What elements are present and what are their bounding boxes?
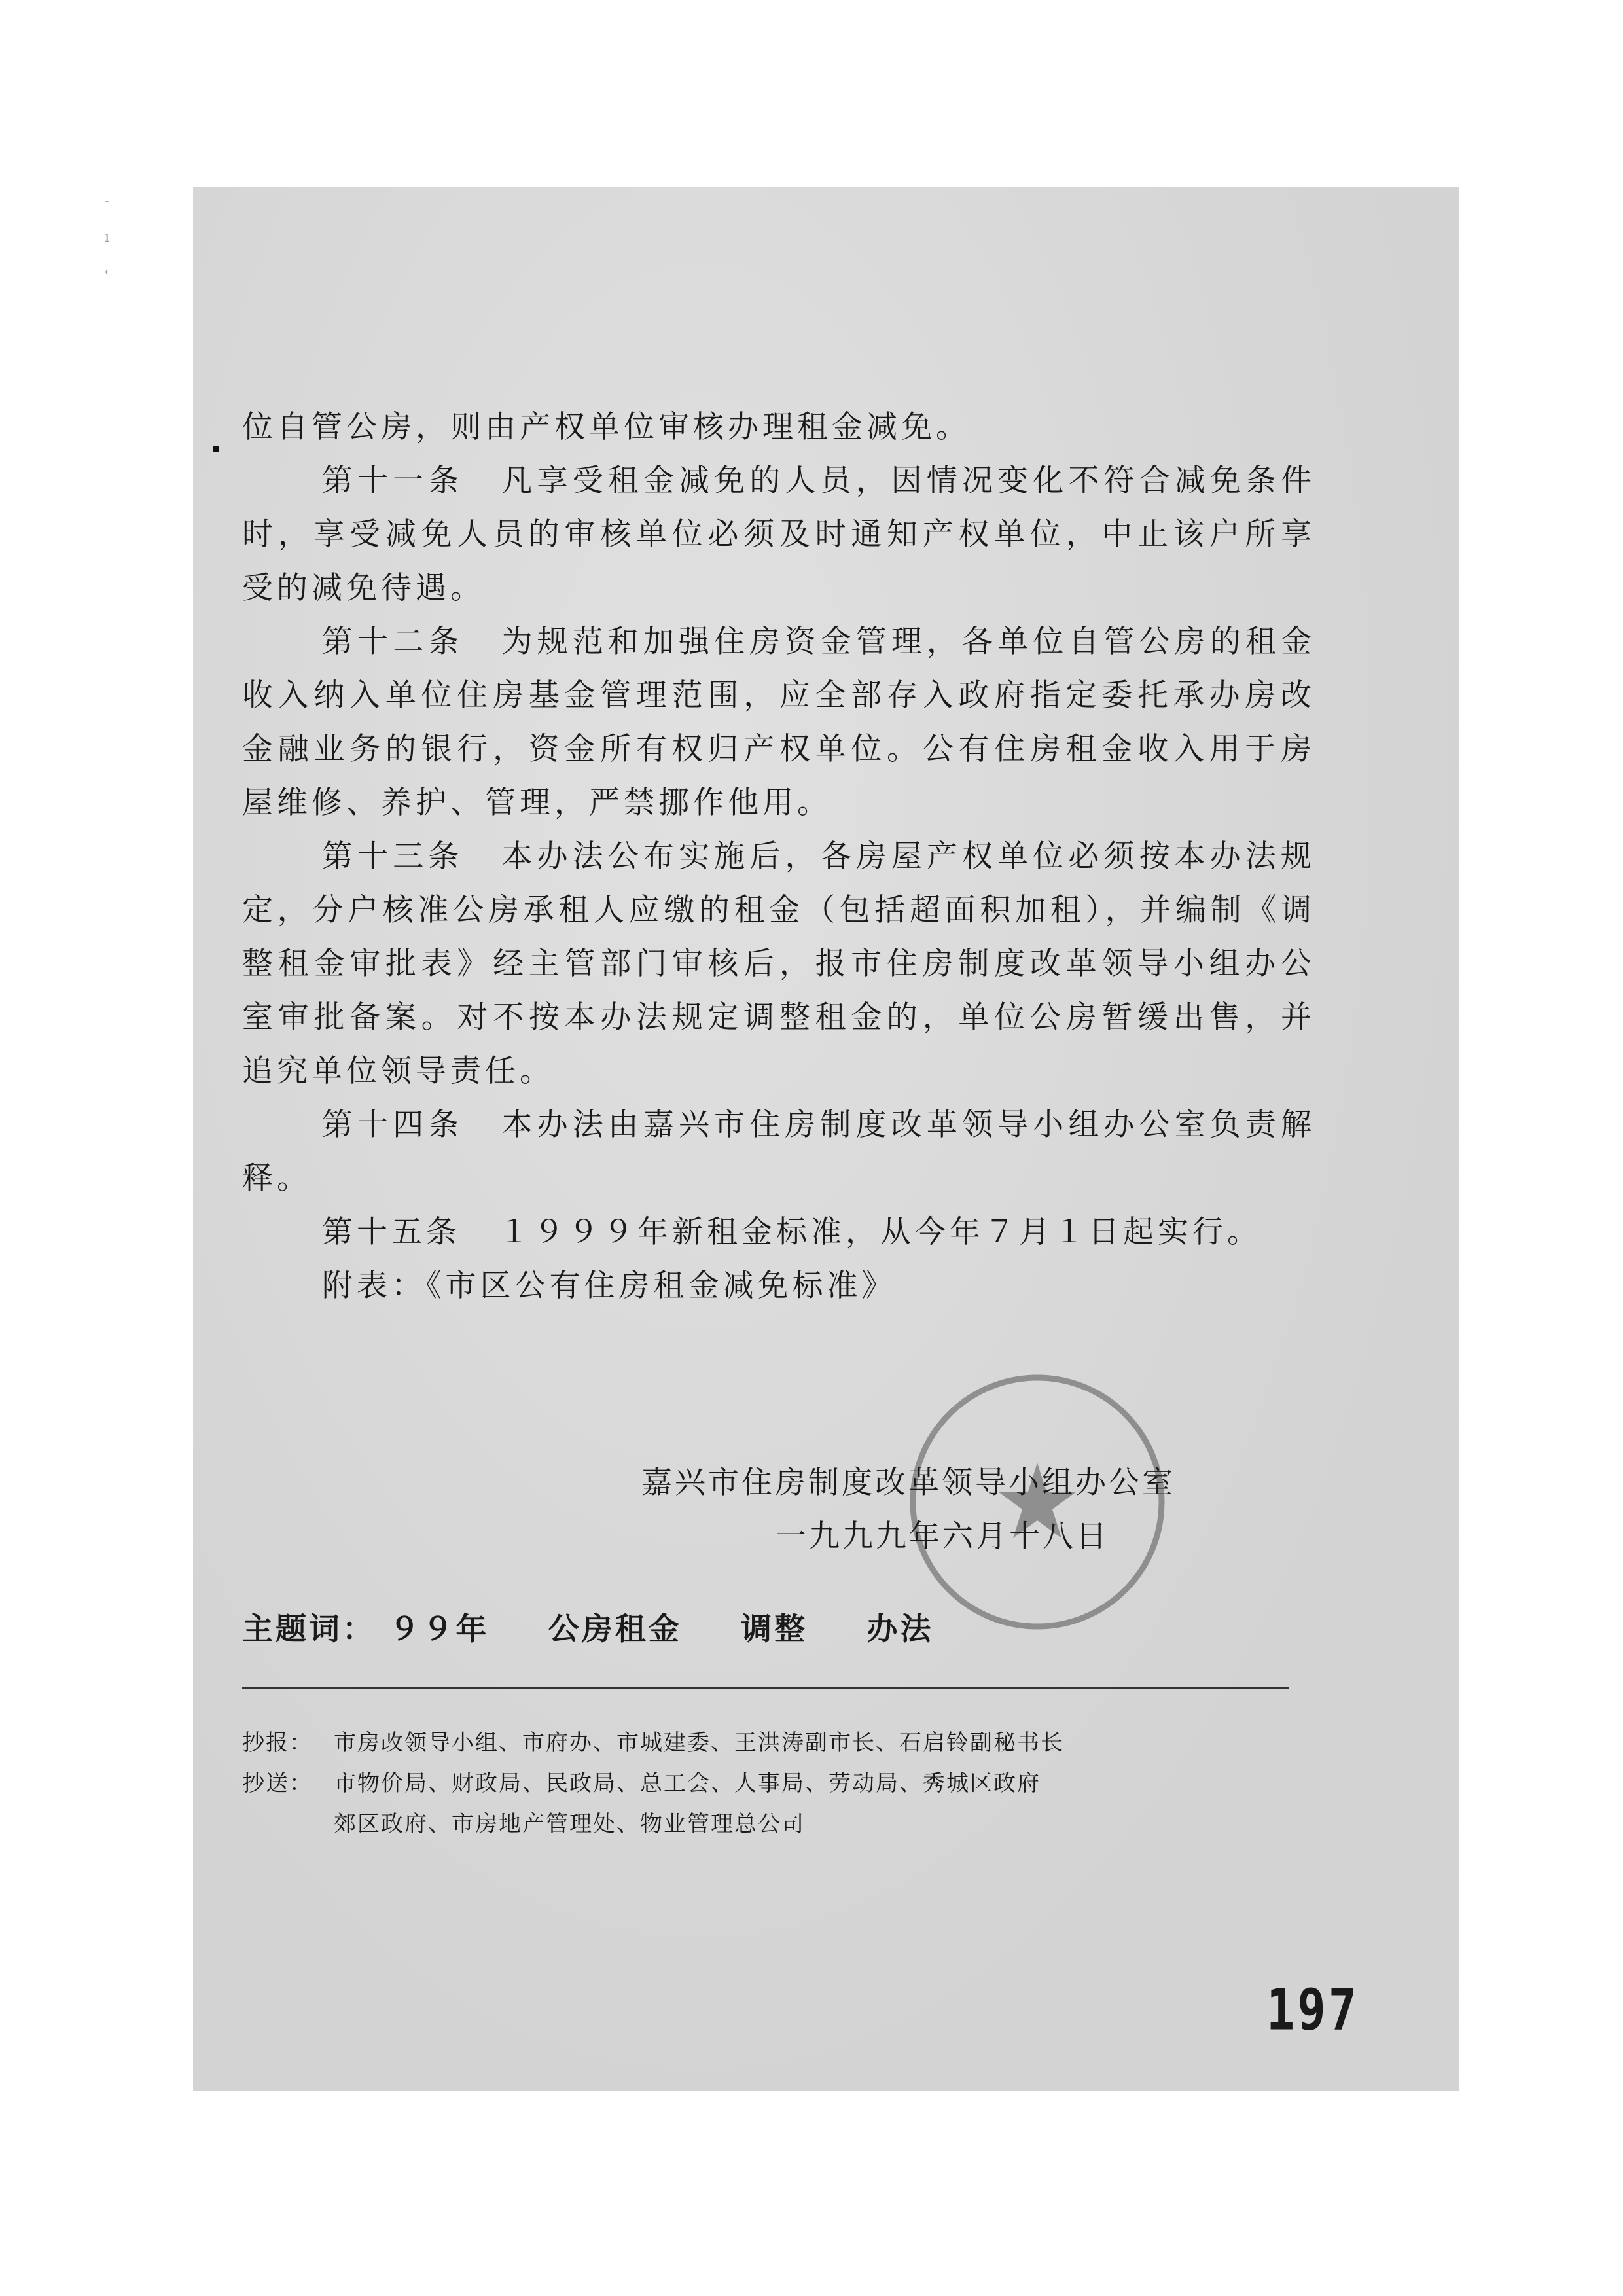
article-text: 本办法由嘉兴市住房制度改革领导小组办公室负责解释。 — [242, 1107, 1316, 1196]
article-paragraph — [242, 454, 1315, 615]
keywords-label: 主题词： — [242, 1611, 376, 1647]
article-text: 凡享受租金减免的人员，因情况变化不符合减免条件时，享受减免人员的审核单位必须及时通知产权单位，中止该户所享受的减免待遇。 — [242, 463, 1316, 606]
paragraph — [242, 401, 1315, 454]
paragraph-text: 位自管公房，则由产权单位审核办理租金减免。 — [242, 409, 971, 445]
keyword: 公房租金 — [548, 1611, 682, 1647]
send-recipients-continued: 郊区政府、市房地产管理处、物业管理总公司 — [334, 1811, 805, 1837]
article-number: 第十二条 — [322, 624, 464, 660]
issuing-organization: 嘉兴市住房制度改革领导小组办公室 — [641, 1465, 1175, 1501]
page-number: 197 — [1266, 1977, 1360, 2043]
cc-line — [242, 1723, 1064, 1763]
signoff-block — [641, 1456, 1175, 1564]
keyword: ９９年 — [389, 1611, 490, 1647]
margin-marks: - ı ˓ — [105, 193, 110, 281]
keyword: 调整 — [741, 1611, 808, 1647]
article-paragraph — [242, 1098, 1315, 1206]
article-text: 本办法公布实施后，各房屋产权单位必须按本办法规定，分户核准公房承租人应缴的租金（包括超面积加租），并编制《调整租金审批表》经主管部门审核后，报市住房制度改革领导小组办公室审批备案。对不按本办法规定调整租金的，单位公房暂缓出售，并追究单位领导责任。 — [242, 838, 1316, 1089]
send-recipients: 市物价局、财政局、民政局、总工会、人事局、劳动局、秀城区政府 — [334, 1770, 1041, 1797]
article-number: 第十四条 — [322, 1107, 464, 1143]
margin-dot — [213, 446, 219, 452]
document-body — [242, 401, 1315, 1313]
attachment-line — [242, 1259, 1315, 1313]
article-paragraph — [242, 1206, 1315, 1259]
article-text: 为规范和加强住房资金管理，各单位自管公房的租金收入纳入单位住房基金管理范围，应全部存入政府指定委托承办房改金融业务的银行，资金所有权归产权单位。公有住房租金收入用于房屋维修、养护、管理，严禁挪作他用。 — [242, 624, 1316, 821]
article-number: 第十一条 — [322, 463, 464, 499]
cc-recipients: 市房改领导小组、市府办、市城建委、王洪涛副市长、石启铃副秘书长 — [334, 1730, 1064, 1756]
article-number: 第十五条 — [322, 1214, 461, 1250]
article-paragraph — [242, 830, 1315, 1098]
attachment-text: 附表：《市区公有住房租金减免标准》 — [322, 1268, 897, 1304]
issue-date: 一九九九年六月十八日 — [776, 1518, 1109, 1554]
article-paragraph — [242, 615, 1315, 830]
article-text: １９９９年新租金标准，从今年７月１日起实行。 — [499, 1214, 1262, 1250]
divider-line — [242, 1687, 1289, 1689]
keyword: 办法 — [866, 1611, 934, 1647]
subject-keywords — [242, 1610, 980, 1649]
article-number: 第十三条 — [322, 838, 464, 874]
distribution-list — [242, 1723, 1064, 1844]
cc-label: 抄报： — [242, 1730, 313, 1756]
send-line — [242, 1763, 1064, 1804]
send-label: 抄送： — [242, 1770, 313, 1797]
